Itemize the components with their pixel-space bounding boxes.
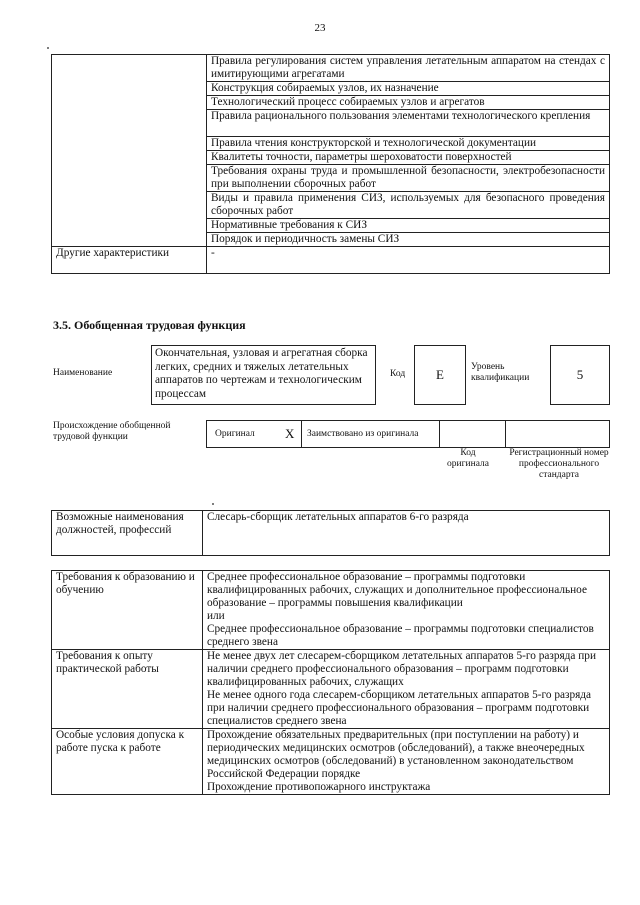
table-cell: Нормативные требования к СИЗ [207, 219, 610, 233]
positions-label: Возможные наименования должностей, профессий [52, 511, 203, 556]
table-row [52, 571, 610, 650]
table-row [52, 511, 610, 556]
section-title: 3.5. Обобщенная трудовая функция [53, 318, 246, 332]
level-label: Уровень квалификации [471, 362, 530, 383]
education-line: Среднее профессиональное образование – программы подготовки специалистов среднего звена [207, 623, 594, 648]
education-line: или [207, 610, 225, 622]
table-cell: Виды и правила применения СИЗ, используемых для безопасного проведения сборочных работ [207, 192, 610, 219]
table-row [52, 55, 610, 82]
table-row [52, 729, 610, 795]
table-cell: Требования охраны труда и промышленной безопасности, электробезопасности при выполнении сборочных работ [207, 165, 610, 192]
origin-label: Происхождение обобщенной трудовой функции [53, 421, 171, 442]
knowledge-table [51, 54, 610, 274]
divider [301, 421, 302, 447]
positions-value: Слесарь-сборщик летательных аппаратов 6-го разряда [203, 511, 610, 556]
original-mark: X [285, 426, 295, 441]
empty-label-cell [52, 55, 207, 247]
conditions-value [203, 729, 610, 795]
origin-row [206, 420, 610, 448]
other-characteristics-value: - [207, 247, 610, 274]
requirements-table [51, 570, 610, 795]
table-row [52, 650, 610, 729]
page-number: 23 [314, 22, 326, 34]
borrowed-label: Заимствовано из оригинала [307, 429, 419, 439]
conditions-line: Прохождение противопожарного инструктажа [207, 781, 431, 793]
education-label: Требования к образованию и обучению [52, 571, 203, 650]
education-value [203, 571, 610, 650]
divider [439, 421, 440, 447]
education-line: Среднее профессиональное образование – программы подготовки квалифицированных рабочих, служащих и дополнительное профессиональное образование – программы повышения квалификации [207, 571, 587, 609]
original-label: Оригинал [215, 429, 255, 439]
table-cell: Правила рационального пользования элементами технологического крепления [207, 110, 610, 137]
conditions-label: Особые условия допуска к работе пуска к работе [52, 729, 203, 795]
table-row [52, 247, 610, 274]
name-label: Наименование [53, 368, 113, 378]
experience-value [203, 650, 610, 729]
scan-speck [212, 503, 214, 505]
table-cell: Технологический процесс собираемых узлов и агрегатов [207, 96, 610, 110]
experience-label: Требования к опыту практической работы [52, 650, 203, 729]
experience-line: Не менее одного года слесарем-сборщиком летательных аппаратов 5-го разряда при наличии среднего профессионального образования – программ подготовки специалистов среднего звена [207, 689, 592, 727]
function-name-box: Окончательная, узловая и агрегатная сборка легких, средних и тяжелых летательных аппаратов по чертежам и технологическим процессам [151, 345, 376, 405]
code-label: Код [390, 369, 406, 379]
table-cell: Конструкция собираемых узлов, их назначение [207, 82, 610, 96]
table-cell: Квалитеты точности, параметры шероховатости поверхностей [207, 151, 610, 165]
divider [505, 421, 506, 447]
scan-speck [47, 47, 49, 49]
reg-number-caption: Регистрационный номер профессионального стандарта [509, 448, 609, 480]
positions-table [51, 510, 610, 556]
other-characteristics-label: Другие характеристики [52, 247, 207, 274]
table-cell: Правила регулирования систем управления летательным аппаратом на стендах с имитирующими агрегатами [207, 55, 610, 82]
table-cell: Правила чтения конструкторской и технологической документации [207, 137, 610, 151]
conditions-line: Прохождение обязательных предварительных (при поступлении на работу) и периодических медицинских осмотров (обследований), а также внеочередных медицинских осмотров (обследований) в установленном законодательством Российской Федерации порядке [207, 729, 585, 780]
code-box: E [414, 345, 466, 405]
experience-line: Не менее двух лет слесарем-сборщиком летательных аппаратов 5-го разряда при наличии среднего профессионального образования – программ подготовки квалифицированных рабочих, служащих [207, 650, 596, 688]
level-box: 5 [550, 345, 610, 405]
code-original-caption: Код оригинала [447, 448, 489, 469]
table-cell: Порядок и периодичность замены СИЗ [207, 233, 610, 247]
